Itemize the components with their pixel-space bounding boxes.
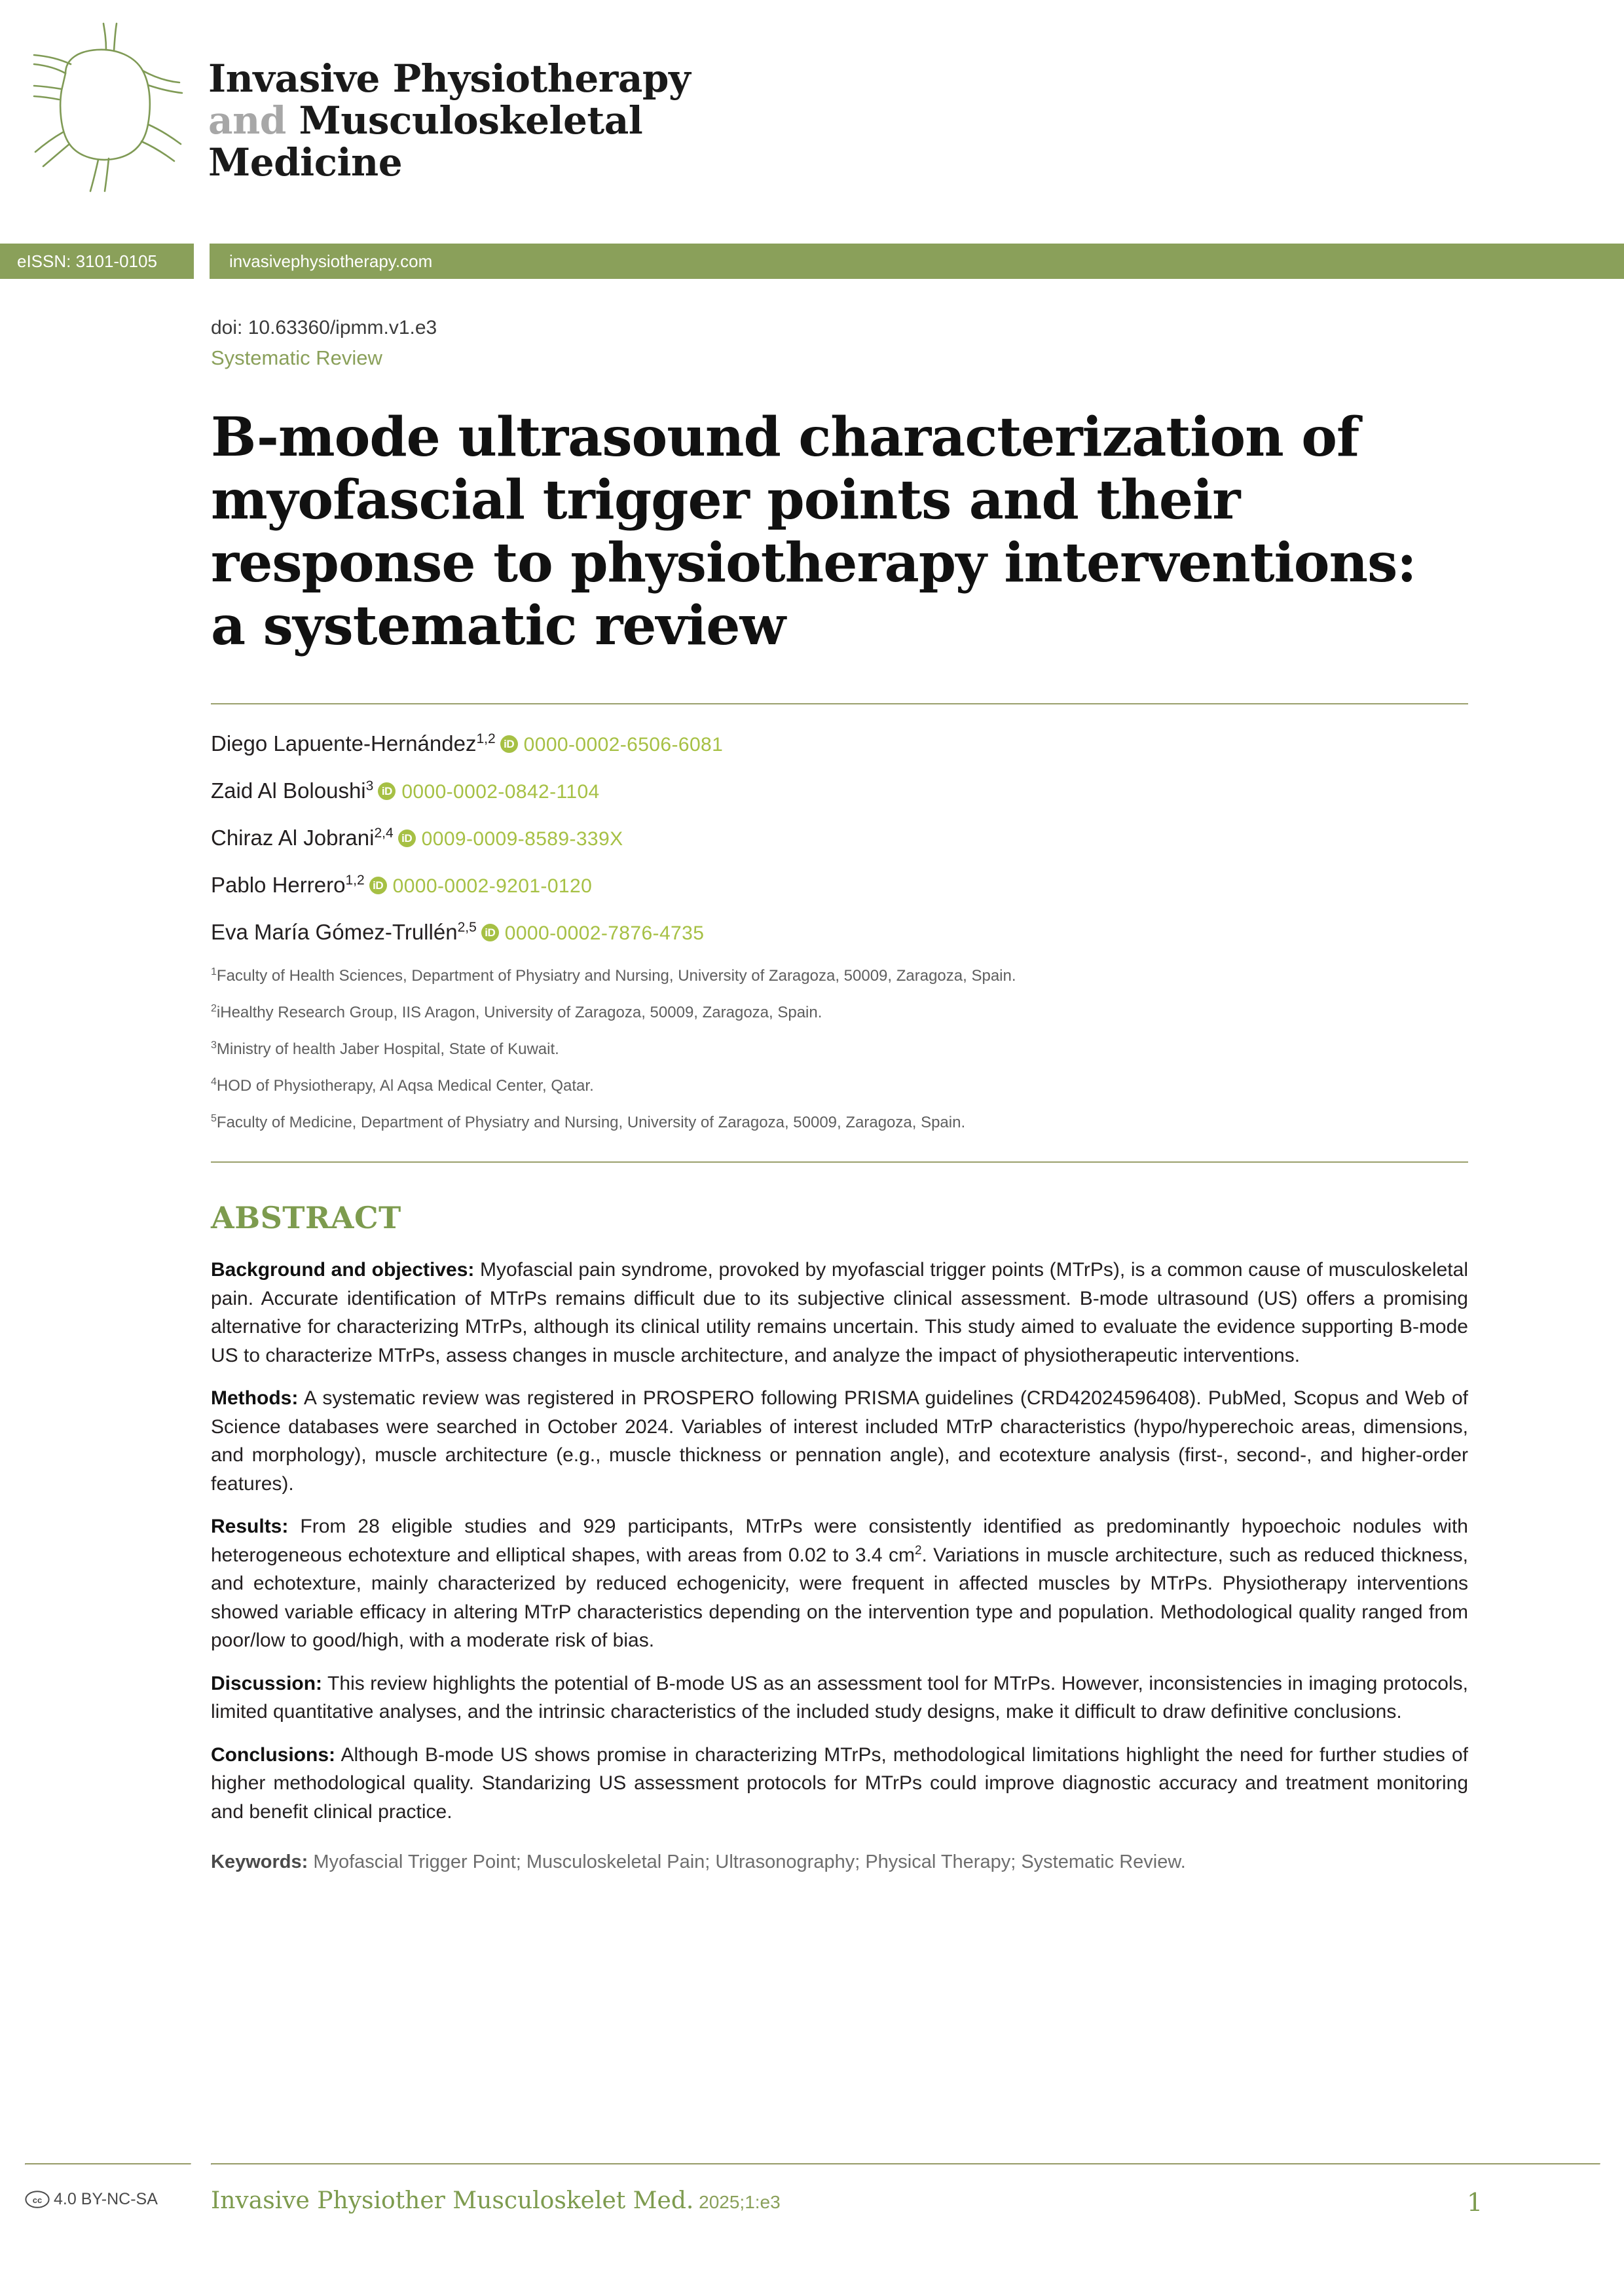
journal-title-line-1: Invasive Physiotherapy [208,56,691,101]
abstract-label: Results: [211,1516,289,1537]
orcid-id[interactable]: 0000-0002-0842-1104 [401,781,600,803]
keywords-label: Keywords: [211,1851,308,1872]
website-band[interactable] [210,244,1624,279]
orcid-id[interactable]: 0000-0002-9201-0120 [392,875,593,897]
abstract-label: Discussion: [211,1672,323,1694]
abstract-heading: ABSTRACT [211,1200,401,1235]
license-block[interactable] [25,2191,158,2208]
abstract-body: Although B-mode US shows promise in characterizing MTrPs, methodological limitations highlight the need for further studies of higher methodological quality. Standarizing US assessment protocols for MTrPs could improve diagnostic accuracy and treatment monitoring and benefit clinical practice. [211,1743,1468,1823]
abstract-methods [211,1384,1468,1498]
affiliation-item [211,1076,1468,1096]
eissn-label: eISSN: 3101-0105 [17,251,157,271]
author-affiliation-marker: 1,2 [476,731,496,746]
orcid-icon-glyph: iD [504,737,515,750]
divider-affiliations-abstract [211,1161,1468,1163]
orcid-icon-glyph: iD [401,831,413,845]
article-content [211,314,1468,1876]
abstract-label: Methods: [211,1387,299,1409]
journal-title-line-2: Musculoskeletal [299,98,643,143]
orcid-id[interactable]: 0000-0002-6506-6081 [523,734,724,756]
keywords [211,1848,1468,1876]
citation-volume: 2025;1:e3 [693,2192,781,2212]
affiliation-marker: 4 [211,1076,217,1087]
page-number: 1 [1467,2188,1483,2217]
author-list [211,731,1468,947]
orcid-icon[interactable] [378,782,396,800]
abstract-label: Background and objectives: [211,1259,475,1281]
website-link[interactable]: invasivephysiotherapy.com [229,251,433,271]
page-title: B-mode ultrasound characterization of myofascial trigger points and their response to physiotherapy interventions: a systematic review [211,406,1416,657]
journal-title-and: and [208,98,286,143]
author-affiliation-marker: 2,4 [374,826,394,841]
keywords-value: Myofascial Trigger Point; Musculoskeletal Pain; Ultrasonography; Physical Therapy; Systematic Review. [308,1851,1186,1872]
author-name: Diego Lapuente-Hernández [211,731,477,756]
abstract-results [211,1512,1468,1655]
orcid-id[interactable]: 0000-0002-7876-4735 [504,922,705,944]
affiliation-item [211,966,1468,986]
affiliation-marker: 1 [211,966,217,977]
author-affiliation-marker: 1,2 [345,873,365,888]
author-row [211,731,1468,758]
orcid-icon[interactable] [500,735,518,753]
author-row [211,919,1468,947]
abstract-body-post: . Variations in muscle architecture, such as reduced thickness, and echotexture, mainly characterized by reduced echogenicity, were frequent in affected muscles by MTrPs. Physiotherapy interventions showed variable efficacy in altering MTrP characteristics depending on the intervention type and population. Methodological quality ranged from poor/low to good/high, with a moderate risk of bias. [211,1544,1468,1651]
affiliation-list [211,966,1468,1133]
abstract-body: This review highlights the potential of B-mode US as an assessment tool for MTrPs. However, inconsistencies in imaging protocols, limited quantitative analyses, and the intrinsic characteristics of the included study designs, make it difficult to draw definitive conclusions. [211,1672,1468,1722]
author-affiliation-marker: 2,5 [457,920,477,935]
affiliation-item [211,1113,1468,1133]
citation-journal: Invasive Physiother Musculoskelet Med. [211,2187,694,2214]
footer-divider-left [25,2163,191,2165]
abstract-body: Myofascial pain syndrome, provoked by myofascial trigger points (MTrPs), is a common cause of musculoskeletal pain. Accurate identification of MTrPs remains difficult due to its subjective clinical assessment. B-mode ultrasound (US) offers a promising alternative for characterizing MTrPs, although its clinical utility remains uncertain. This study aimed to evaluate the evidence supporting B-mode US to characterize MTrPs, assess changes in muscle architecture, and analyze the impact of physiotherapeutic interventions. [211,1259,1468,1366]
affiliation-text: Ministry of health Jaber Hospital, State of Kuwait. [216,1040,559,1058]
affiliation-text: Faculty of Health Sciences, Department of Physiatry and Nursing, University of Zaragoza, 50009, Zaragoza, Spain. [216,967,1016,985]
author-row [211,872,1468,900]
affiliation-item [211,1003,1468,1023]
journal-citation [211,2187,781,2217]
orcid-icon[interactable] [398,829,416,847]
journal-title [208,58,798,183]
page-footer [0,2158,1624,2276]
affiliation-marker: 3 [211,1040,217,1051]
abstract-body: A systematic review was registered in PROSPERO following PRISMA guidelines (CRD42024596408). PubMed, Scopus and Web of Science databases were searched in October 2024. Variables of interest included MTrP characteristics (hypo/hyperechoic areas, dimensions, and morphology), muscle architecture (e.g., muscle thickness or pennation angle), and ecotexture analysis (first-, second-, and higher-order features). [211,1387,1468,1495]
orcid-id[interactable]: 0009-0009-8589-339X [421,828,623,850]
masthead [0,0,1624,236]
divider-title-authors [211,703,1468,704]
author-name: Eva María Gómez-Trullén [211,920,458,944]
author-row [211,825,1468,852]
abstract-discussion [211,1669,1468,1726]
orcid-icon-glyph: iD [381,784,392,797]
svg-text:cc: cc [32,2195,43,2205]
orcid-icon[interactable] [481,924,499,941]
author-name: Zaid Al Boloushi [211,778,366,803]
abstract-label: Conclusions: [211,1743,336,1766]
author-affiliation-marker: 3 [365,778,374,793]
license-label: 4.0 BY-NC-SA [54,2190,158,2208]
author-name: Pablo Herrero [211,873,346,897]
abstract-body-pre: From 28 eligible studies and 929 participants, MTrPs were consistently identified as predominantly hypoechoic nodules with heterogeneous echotexture and elliptical shapes, with areas from 0.02 to 3.4 cm [211,1516,1468,1566]
author-name: Chiraz Al Jobrani [211,826,375,850]
affiliation-marker: 2 [211,1003,217,1014]
affiliation-marker: 5 [211,1113,217,1124]
cell-network-logo [25,20,189,193]
author-row [211,778,1468,805]
creative-commons-icon [25,2191,50,2208]
article-type-label: Systematic Review [211,346,382,369]
abstract-superscript: 2 [914,1543,922,1558]
affiliation-text: Faculty of Medicine, Department of Physiatry and Nursing, University of Zaragoza, 50009, Zaragoza, Spain. [216,1114,966,1131]
affiliation-text: iHealthy Research Group, IIS Aragon, University of Zaragoza, 50009, Zaragoza, Spain. [216,1004,822,1021]
doi-text[interactable]: doi: 10.63360/ipmm.v1.e3 [211,317,437,338]
journal-title-line-3: Medicine [208,140,403,185]
footer-divider-right [211,2163,1600,2165]
orcid-icon-glyph: iD [373,879,384,892]
orcid-icon-glyph: iD [485,926,496,939]
abstract-background [211,1256,1468,1370]
affiliation-text: HOD of Physiotherapy, Al Aqsa Medical Center, Qatar. [216,1077,594,1095]
abstract-conclusions [211,1741,1468,1827]
eissn-band [0,244,194,279]
orcid-icon[interactable] [369,877,387,894]
affiliation-item [211,1040,1468,1059]
